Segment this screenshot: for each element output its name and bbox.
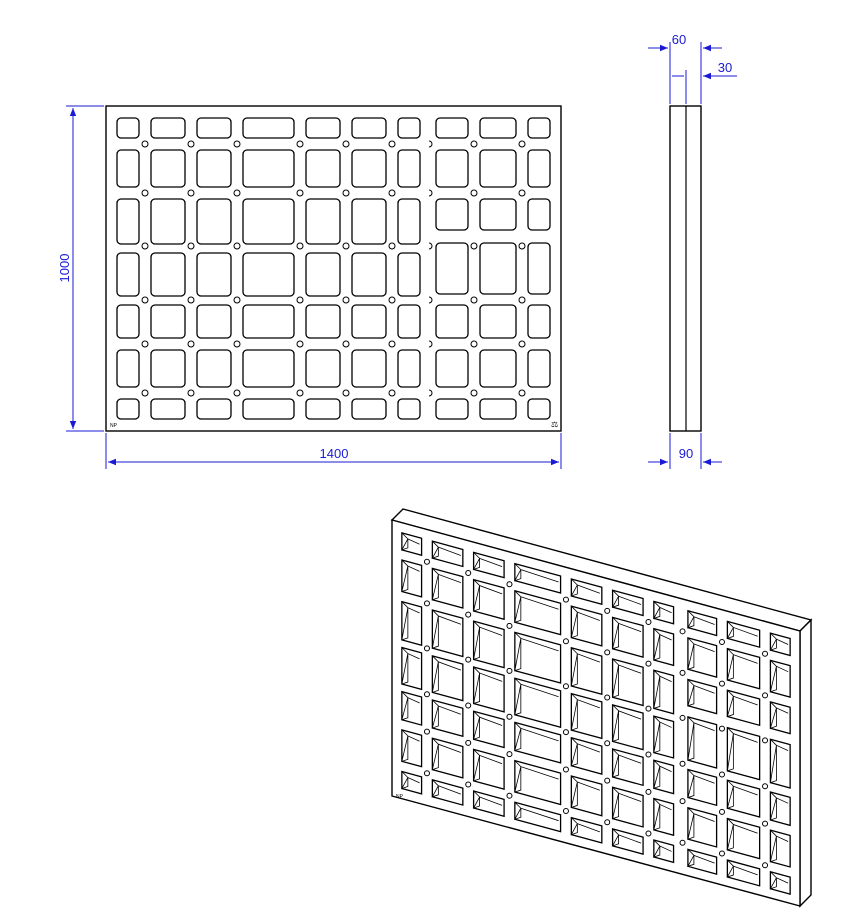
opening: [117, 305, 139, 338]
opening: [117, 253, 139, 296]
opening: [398, 305, 420, 338]
opening: [306, 118, 340, 138]
iso-bolt-hole: [466, 740, 471, 745]
iso-bolt-hole: [507, 668, 512, 673]
iso-bolt-hole: [424, 601, 429, 606]
iso-bolt-hole: [424, 692, 429, 697]
side-view: [670, 106, 701, 431]
depth-dimension: [648, 433, 722, 469]
opening: [398, 350, 420, 387]
opening: [306, 350, 340, 387]
opening: [352, 118, 386, 138]
front-view: [106, 106, 561, 431]
bolt-hole: [471, 297, 477, 303]
isometric-view: [392, 509, 811, 906]
bolt-hole: [389, 243, 395, 249]
iso-bolt-hole: [605, 695, 610, 700]
iso-bolt-hole: [763, 784, 768, 789]
bolt-hole: [297, 297, 303, 303]
iso-opening: [474, 667, 504, 712]
bolt-hole: [343, 141, 349, 147]
bolt-hole: [519, 141, 525, 147]
opening: [480, 243, 516, 294]
iso-opening: [474, 621, 504, 668]
bolt-hole: [471, 190, 477, 196]
iso-bolt-hole: [763, 863, 768, 868]
bolt-hole: [471, 341, 477, 347]
opening: [398, 150, 420, 187]
bolt-hole: [343, 297, 349, 303]
iso-bolt-hole: [763, 693, 768, 698]
iso-bolt-hole: [507, 752, 512, 757]
opening: [151, 199, 185, 244]
iso-bolt-hole: [646, 620, 651, 625]
iso-bolt-hole: [763, 821, 768, 826]
iso-opening: [571, 694, 601, 739]
opening: [243, 253, 294, 296]
bolt-hole: [343, 390, 349, 396]
height-dimension-label: 1000: [57, 253, 72, 283]
opening: [436, 150, 468, 187]
iso-bolt-hole: [605, 778, 610, 783]
bolt-hole: [188, 341, 194, 347]
bolt-hole: [297, 141, 303, 147]
iso-bolt-hole: [507, 714, 512, 719]
bolt-hole: [142, 297, 148, 303]
iso-bolt-hole: [424, 646, 429, 651]
iso-bolt-hole: [563, 809, 568, 814]
opening: [117, 118, 139, 138]
bolt-hole: [142, 341, 148, 347]
opening: [306, 305, 340, 338]
opening: [352, 253, 386, 296]
iso-bolt-hole: [424, 729, 429, 734]
front-view-openings: [117, 118, 550, 419]
thickness-step-dimension: [672, 60, 737, 104]
iso-bolt-hole: [646, 789, 651, 794]
bolt-hole: [234, 390, 240, 396]
opening: [528, 399, 550, 419]
iso-bolt-hole: [680, 761, 685, 766]
opening: [436, 118, 468, 138]
iso-bolt-hole: [563, 597, 568, 602]
opening: [151, 350, 185, 387]
opening: [352, 399, 386, 419]
opening: [243, 350, 294, 387]
iso-opening: [688, 717, 717, 768]
bolt-hole: [297, 390, 303, 396]
iso-bolt-hole: [563, 730, 568, 735]
opening: [528, 118, 550, 138]
bolt-hole: [142, 141, 148, 147]
bolt-hole: [471, 390, 477, 396]
opening: [480, 150, 516, 187]
bolt-hole: [471, 243, 477, 249]
opening: [197, 399, 231, 419]
opening: [117, 150, 139, 187]
bolt-hole: [343, 341, 349, 347]
iso-opening: [432, 610, 462, 657]
opening: [197, 305, 231, 338]
iso-bolt-hole: [680, 715, 685, 720]
opening: [306, 399, 340, 419]
iso-bolt-hole: [646, 706, 651, 711]
opening: [197, 150, 231, 187]
bolt-hole: [188, 243, 194, 249]
opening: [352, 199, 386, 244]
bolt-hole: [142, 190, 148, 196]
opening: [436, 199, 468, 230]
bolt-hole: [519, 297, 525, 303]
opening: [306, 199, 340, 244]
bolt-hole: [188, 141, 194, 147]
bolt-hole: [234, 341, 240, 347]
front-right-mark: ⚖: [551, 420, 559, 429]
iso-bolt-hole: [605, 608, 610, 613]
iso-bolt-hole: [507, 793, 512, 798]
opening: [197, 199, 231, 244]
opening: [528, 350, 550, 387]
iso-bolt-hole: [424, 559, 429, 564]
opening: [197, 118, 231, 138]
iso-bolt-hole: [680, 629, 685, 634]
iso-bolt-hole: [466, 571, 471, 576]
iso-bolt-hole: [680, 670, 685, 675]
iso-bolt-hole: [719, 681, 724, 686]
iso-bolt-hole: [507, 582, 512, 587]
opening: [398, 253, 420, 296]
front-left-mark: NP: [110, 423, 117, 429]
iso-bolt-hole: [424, 771, 429, 776]
bolt-hole: [142, 243, 148, 249]
bolt-hole: [519, 341, 525, 347]
iso-left-mark: NP: [396, 794, 403, 800]
iso-bolt-hole: [466, 657, 471, 662]
bolt-hole: [142, 390, 148, 396]
height-dimension: [57, 106, 104, 431]
opening: [480, 305, 516, 338]
iso-bolt-hole: [763, 738, 768, 743]
thickness-step-label: 30: [717, 60, 733, 75]
bolt-hole: [471, 141, 477, 147]
opening: [117, 399, 139, 419]
opening: [243, 118, 294, 138]
bolt-hole: [234, 297, 240, 303]
opening: [151, 150, 185, 187]
bolt-hole: [519, 243, 525, 249]
thickness-total-dimension: [648, 32, 722, 104]
iso-bolt-hole: [646, 752, 651, 757]
opening: [306, 150, 340, 187]
iso-opening: [432, 656, 462, 701]
opening: [117, 199, 139, 244]
iso-bolt-hole: [563, 639, 568, 644]
iso-bolt-hole: [719, 726, 724, 731]
iso-bolt-hole: [466, 612, 471, 617]
opening: [197, 253, 231, 296]
opening: [352, 150, 386, 187]
iso-bolt-hole: [719, 640, 724, 645]
opening: [117, 350, 139, 387]
opening: [436, 399, 468, 419]
opening: [528, 243, 550, 294]
iso-view-openings: [402, 533, 790, 894]
iso-bolt-hole: [646, 831, 651, 836]
opening: [480, 399, 516, 419]
opening: [352, 350, 386, 387]
bolt-hole: [188, 190, 194, 196]
opening: [528, 199, 550, 230]
opening: [398, 118, 420, 138]
opening: [480, 199, 516, 230]
bolt-hole: [234, 243, 240, 249]
thickness-total-label: 60: [671, 32, 687, 47]
bolt-hole: [389, 341, 395, 347]
iso-bolt-hole: [605, 741, 610, 746]
opening: [243, 199, 294, 244]
bolt-hole: [389, 297, 395, 303]
iso-bolt-hole: [563, 767, 568, 772]
iso-opening: [727, 728, 759, 780]
opening: [243, 150, 294, 187]
depth-dimension-label: 90: [678, 446, 694, 461]
bolt-hole: [343, 190, 349, 196]
bolt-hole: [389, 141, 395, 147]
bolt-hole: [519, 390, 525, 396]
opening: [480, 118, 516, 138]
bolt-hole: [389, 390, 395, 396]
iso-opening: [571, 648, 601, 695]
bolt-hole: [519, 190, 525, 196]
opening: [436, 243, 468, 294]
opening: [243, 305, 294, 338]
bolt-hole: [234, 190, 240, 196]
opening: [151, 253, 185, 296]
bolt-hole: [297, 341, 303, 347]
iso-bolt-hole: [719, 772, 724, 777]
iso-opening: [613, 705, 643, 750]
opening: [352, 305, 386, 338]
opening: [528, 150, 550, 187]
bolt-hole: [297, 190, 303, 196]
iso-bolt-hole: [763, 651, 768, 656]
opening: [398, 399, 420, 419]
bolt-hole: [188, 390, 194, 396]
bolt-hole: [234, 141, 240, 147]
bolt-hole: [297, 243, 303, 249]
iso-bolt-hole: [680, 840, 685, 845]
iso-bolt-hole: [563, 684, 568, 689]
opening: [151, 305, 185, 338]
opening: [197, 350, 231, 387]
iso-bolt-hole: [605, 820, 610, 825]
bolt-hole: [188, 297, 194, 303]
opening: [528, 305, 550, 338]
opening: [436, 305, 468, 338]
iso-side-face: [800, 620, 811, 906]
opening: [151, 399, 185, 419]
bolt-hole: [343, 243, 349, 249]
opening: [398, 199, 420, 244]
iso-opening: [613, 659, 643, 706]
iso-bolt-hole: [719, 809, 724, 814]
iso-bolt-hole: [680, 799, 685, 804]
opening: [306, 253, 340, 296]
iso-bolt-hole: [466, 703, 471, 708]
width-dimension-label: 1400: [319, 446, 349, 461]
iso-bolt-hole: [507, 623, 512, 628]
opening: [243, 399, 294, 419]
opening: [151, 118, 185, 138]
iso-bolt-hole: [646, 661, 651, 666]
iso-bolt-hole: [466, 782, 471, 787]
iso-bolt-hole: [605, 650, 610, 655]
bolt-hole: [389, 190, 395, 196]
opening: [480, 350, 516, 387]
width-dimension: [106, 433, 561, 469]
opening: [436, 350, 468, 387]
iso-bolt-hole: [719, 851, 724, 856]
